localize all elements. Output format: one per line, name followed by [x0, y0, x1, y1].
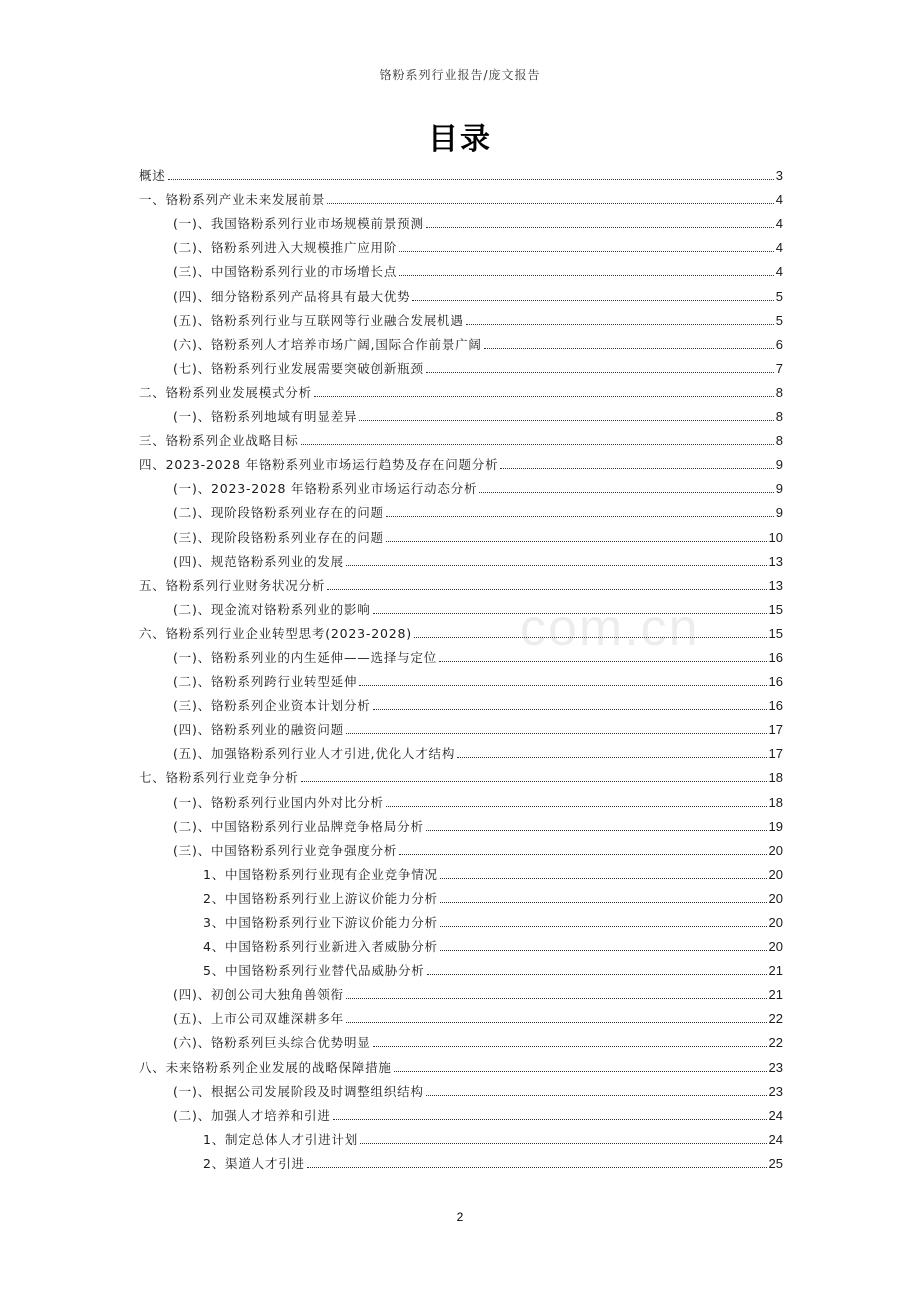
toc-entry-title: (五)、加强铬粉系列行业人才引进,优化人才结构 — [173, 746, 456, 762]
toc-entry[interactable] — [139, 329, 783, 353]
toc-entry-page: 4 — [775, 240, 783, 256]
toc-dot-leader — [466, 323, 774, 325]
toc-entry-page: 8 — [775, 384, 783, 400]
toc-entry-page: 19 — [768, 818, 783, 834]
toc-dot-leader — [346, 1021, 767, 1023]
toc-entry-title: (二)、中国铬粉系列行业品牌竞争格局分析 — [173, 818, 424, 834]
toc-entry-page: 4 — [775, 264, 783, 280]
toc-dot-leader — [327, 588, 766, 590]
toc-entry-page: 4 — [775, 216, 783, 232]
toc-entry-page: 24 — [768, 1107, 783, 1123]
toc-entry-title: (六)、铬粉系列巨头综合优势明显 — [173, 1035, 371, 1051]
toc-entry-page: 22 — [768, 1035, 783, 1051]
toc-dot-leader — [346, 732, 767, 734]
toc-entry-page: 24 — [768, 1131, 783, 1147]
toc-dot-leader — [500, 467, 773, 469]
toc-dot-leader — [307, 1166, 767, 1168]
toc-entry[interactable] — [139, 931, 783, 955]
toc-dot-leader — [426, 371, 774, 373]
toc-dot-leader — [457, 756, 766, 758]
toc-entry-page: 18 — [768, 770, 783, 786]
toc-entry-title: 1、中国铬粉系列行业现有企业竞争情况 — [203, 866, 438, 882]
toc-dot-leader — [440, 949, 767, 951]
toc-dot-leader — [414, 636, 767, 638]
toc-dot-leader — [301, 780, 767, 782]
toc-entry[interactable] — [139, 401, 783, 425]
toc-entry[interactable] — [139, 1027, 783, 1051]
toc-entry-title: 5、中国铬粉系列行业替代品威胁分析 — [203, 963, 425, 979]
toc-entry[interactable] — [139, 497, 783, 521]
toc-dot-leader — [327, 202, 774, 204]
toc-entry-title: 二、铬粉系列业发展模式分析 — [139, 384, 312, 400]
toc-entry-page: 7 — [775, 360, 783, 376]
toc-entry-page: 17 — [768, 746, 783, 762]
toc-entry-page: 8 — [775, 409, 783, 425]
toc-dot-leader — [333, 1118, 767, 1120]
toc-entry-title: 概述 — [139, 168, 166, 184]
toc-dot-leader — [484, 347, 774, 349]
toc-entry-title: (一)、铬粉系列行业国内外对比分析 — [173, 794, 384, 810]
toc-entry-page: 20 — [768, 939, 783, 955]
toc-entry[interactable] — [139, 883, 783, 907]
toc-dot-leader — [426, 829, 767, 831]
toc-entry-page: 23 — [768, 1059, 783, 1075]
toc-entry-title: 一、铬粉系列产业未来发展前景 — [139, 192, 326, 208]
toc-entry[interactable] — [139, 425, 783, 449]
toc-dot-leader — [394, 1070, 767, 1072]
toc-entry-title: 1、制定总体人才引进计划 — [203, 1131, 359, 1147]
toc-dot-leader — [440, 901, 767, 903]
toc-entry-page: 16 — [768, 698, 783, 714]
toc-entry-page: 4 — [775, 192, 783, 208]
toc-entry[interactable] — [139, 955, 783, 979]
toc-entry-title: (二)、现金流对铬粉系列业的影响 — [173, 601, 371, 617]
toc-entry-page: 9 — [775, 481, 783, 497]
toc-entry-title: (四)、规范铬粉系列业的发展 — [173, 553, 344, 569]
toc-entry-title: 六、铬粉系列行业企业转型思考(2023-2028) — [139, 625, 412, 641]
toc-entry-title: (二)、铬粉系列进入大规模推广应用阶 — [173, 240, 398, 256]
toc-entry-page: 9 — [775, 457, 783, 473]
toc-entry-title: 4、中国铬粉系列行业新进入者威胁分析 — [203, 939, 438, 955]
toc-entry-page: 20 — [768, 915, 783, 930]
toc-entry[interactable] — [139, 473, 783, 497]
toc-entry[interactable] — [139, 642, 783, 666]
page-number: 2 — [456, 1210, 464, 1224]
page-title: 目录 — [428, 122, 492, 157]
toc-entry[interactable] — [139, 256, 783, 280]
toc-entry[interactable] — [139, 232, 783, 256]
toc-dot-leader — [168, 178, 774, 180]
toc-entry-title: (六)、铬粉系列人才培养市场广阔,国际合作前景广阔 — [173, 336, 482, 352]
toc-entry-title: (三)、中国铬粉系列行业的市场增长点 — [173, 264, 398, 280]
toc-entry-page: 17 — [768, 722, 783, 738]
toc-entry[interactable] — [139, 353, 783, 377]
toc-entry-page: 16 — [768, 649, 783, 665]
toc-dot-leader — [412, 299, 773, 301]
toc-entry-title: (五)、铬粉系列行业与互联网等行业融合发展机遇 — [173, 312, 464, 328]
toc-entry-page: 5 — [775, 288, 783, 304]
toc-entry[interactable] — [139, 738, 783, 762]
toc-entry-title: (一)、铬粉系列业的内生延伸——选择与定位 — [173, 649, 438, 665]
toc-entry[interactable] — [139, 1124, 783, 1148]
toc-entry[interactable] — [139, 714, 783, 738]
toc-entry[interactable] — [139, 521, 783, 545]
toc-entry[interactable] — [139, 835, 783, 859]
toc-dot-leader — [439, 660, 766, 662]
toc-dot-leader — [479, 491, 774, 493]
toc-entry-title: (四)、铬粉系列业的融资问题 — [173, 722, 344, 738]
toc-entry-title: (一)、2023-2028 年铬粉系列业市场运行动态分析 — [173, 481, 478, 497]
toc-dot-leader — [359, 684, 766, 686]
toc-entry[interactable] — [139, 280, 783, 304]
toc-entry-page: 21 — [768, 963, 783, 979]
toc-dot-leader — [301, 443, 774, 445]
toc-entry[interactable] — [139, 594, 783, 618]
toc-entry[interactable] — [139, 690, 783, 714]
toc-entry-page: 16 — [768, 674, 783, 690]
toc-entry-page: 13 — [768, 577, 783, 593]
toc-entry[interactable] — [139, 1100, 783, 1124]
watermark-text: com.cn — [520, 599, 700, 657]
toc-dot-leader — [399, 853, 766, 855]
toc-entry-title: (一)、铬粉系列地域有明显差异 — [173, 409, 358, 425]
toc-entry-page: 20 — [768, 842, 783, 858]
toc-entry-title: (三)、现阶段铬粉系列业存在的问题 — [173, 529, 384, 545]
toc-dot-leader — [386, 540, 767, 542]
toc-entry-page: 5 — [775, 312, 783, 328]
toc-entry-title: 2、渠道人才引进 — [203, 1155, 305, 1171]
toc-dot-leader — [426, 1094, 767, 1096]
toc-entry[interactable] — [139, 305, 783, 329]
toc-dot-leader — [427, 973, 767, 975]
toc-entry[interactable] — [139, 1148, 783, 1172]
toc-entry[interactable] — [139, 666, 783, 690]
toc-dot-leader — [386, 515, 774, 517]
toc-entry-page: 6 — [775, 336, 783, 352]
toc-entry[interactable] — [139, 546, 783, 570]
toc-entry[interactable] — [139, 1051, 783, 1075]
toc-dot-leader — [399, 274, 774, 276]
toc-dot-leader — [359, 419, 774, 421]
toc-entry-page: 15 — [768, 601, 783, 617]
toc-entry-page: 20 — [768, 866, 783, 882]
toc-entry-page: 10 — [768, 529, 783, 545]
toc-entry-title: (五)、上市公司双雄深耕多年 — [173, 1011, 344, 1027]
toc-entry[interactable] — [139, 208, 783, 232]
toc-entry-page: 22 — [768, 1011, 783, 1027]
running-header: 铬粉系列行业报告/庞文报告 — [379, 68, 541, 82]
toc-dot-leader — [373, 708, 767, 710]
toc-entry[interactable] — [139, 811, 783, 835]
toc-entry[interactable] — [139, 762, 783, 786]
toc-entry[interactable] — [139, 1003, 783, 1027]
toc-dot-leader — [399, 250, 774, 252]
toc-entry-title: (七)、铬粉系列行业发展需要突破创新瓶颈 — [173, 360, 424, 376]
toc-entry-page: 23 — [768, 1083, 783, 1099]
toc-entry-title: (二)、现阶段铬粉系列业存在的问题 — [173, 505, 384, 521]
toc-entry-title: (一)、我国铬粉系列行业市场规模前景预测 — [173, 216, 424, 232]
toc-entry-page: 21 — [768, 987, 783, 1003]
toc-entry[interactable] — [139, 859, 783, 883]
toc-entry-title: 八、未来铬粉系列企业发展的战略保障措施 — [139, 1059, 392, 1075]
toc-entry-title: (一)、根据公司发展阶段及时调整组织结构 — [173, 1083, 424, 1099]
toc-dot-leader — [373, 1045, 767, 1047]
toc-entry[interactable] — [139, 377, 783, 401]
toc-entry[interactable] — [139, 618, 783, 642]
toc-entry-title: (三)、铬粉系列企业资本计划分析 — [173, 698, 371, 714]
toc-dot-leader — [426, 226, 774, 228]
toc-entry[interactable] — [139, 184, 783, 208]
toc-dot-leader — [440, 877, 767, 879]
toc-entry-page: 3 — [775, 168, 783, 184]
toc-entry[interactable] — [139, 449, 783, 473]
toc-entry[interactable] — [139, 160, 783, 184]
toc-dot-leader — [314, 395, 774, 397]
toc-entry-page: 18 — [768, 794, 783, 810]
table-of-contents — [139, 160, 783, 1172]
toc-entry-title: (四)、细分铬粉系列产品将具有最大优势 — [173, 288, 411, 304]
toc-entry-page: 9 — [775, 505, 783, 521]
toc-dot-leader — [373, 612, 767, 614]
toc-entry[interactable] — [139, 907, 783, 931]
toc-entry-title: (二)、铬粉系列跨行业转型延伸 — [173, 674, 358, 690]
toc-entry-page: 13 — [768, 553, 783, 569]
toc-dot-leader — [386, 805, 767, 807]
toc-entry-page: 20 — [768, 890, 783, 906]
toc-entry-page: 8 — [775, 433, 783, 449]
toc-entry[interactable] — [139, 570, 783, 594]
toc-entry-page: 15 — [768, 625, 783, 641]
toc-entry-title: 四、2023-2028 年铬粉系列业市场运行趋势及存在问题分析 — [139, 457, 499, 473]
toc-entry[interactable] — [139, 1076, 783, 1100]
toc-entry-title: 五、铬粉系列行业财务状况分析 — [139, 577, 326, 593]
toc-entry-title: (二)、加强人才培养和引进 — [173, 1107, 331, 1123]
toc-entry-title: 三、铬粉系列企业战略目标 — [139, 433, 299, 449]
toc-entry-title: 七、铬粉系列行业竞争分析 — [139, 770, 299, 786]
toc-entry[interactable] — [139, 786, 783, 810]
toc-entry[interactable] — [139, 979, 783, 1003]
toc-entry-title: (四)、初创公司大独角兽领衔 — [173, 987, 344, 1003]
toc-entry-title: 2、中国铬粉系列行业上游议价能力分析 — [203, 890, 438, 906]
toc-entry-page: 25 — [768, 1155, 783, 1171]
toc-dot-leader — [440, 925, 767, 927]
toc-dot-leader — [360, 1142, 766, 1144]
toc-dot-leader — [346, 997, 767, 999]
toc-entry-title: (三)、中国铬粉系列行业竞争强度分析 — [173, 842, 398, 858]
toc-entry-title: 3、中国铬粉系列行业下游议价能力分析 — [203, 915, 438, 930]
toc-dot-leader — [346, 564, 767, 566]
